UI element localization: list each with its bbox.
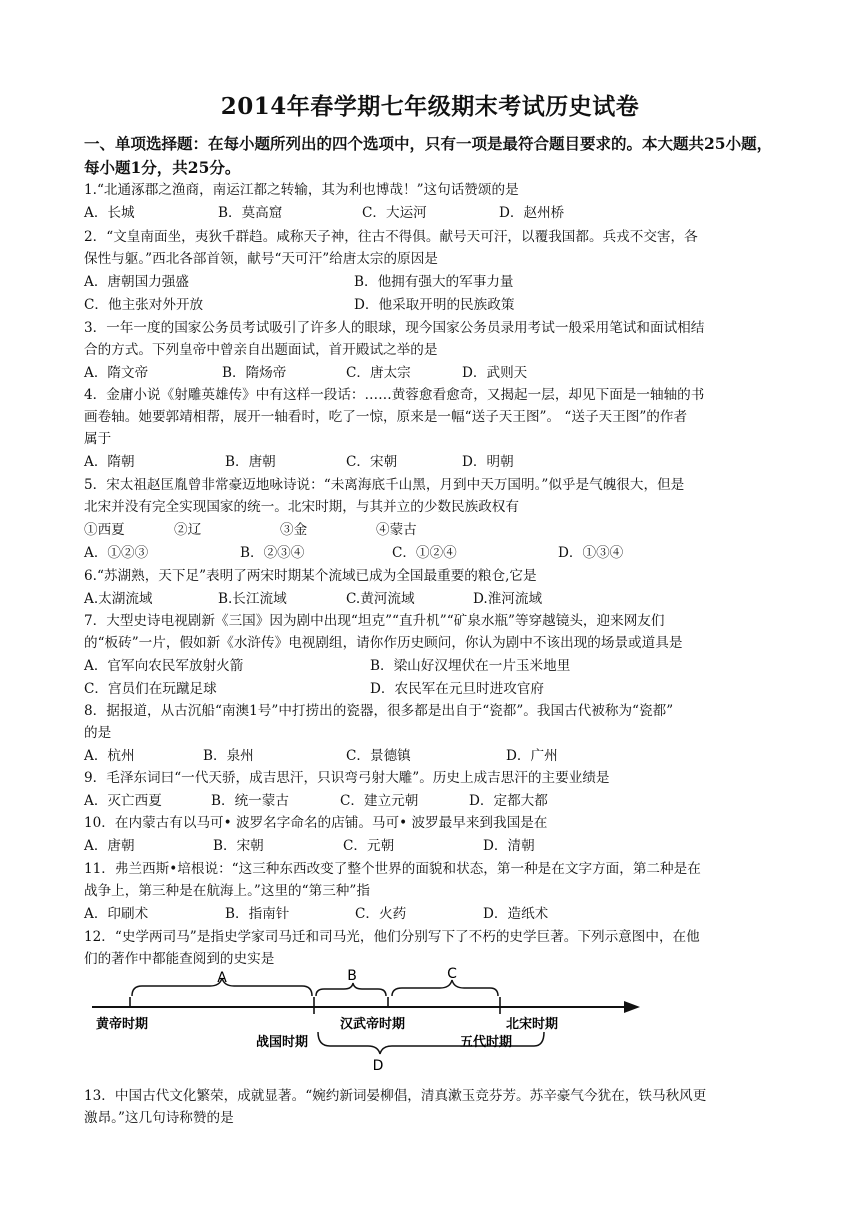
- question-5-text: 北宋并没有完全实现国家的统一。北宋时期，与其并立的少数民族政权有: [84, 499, 519, 515]
- q2-option-c: C．他主张对外开放: [84, 297, 204, 313]
- q7-option-c: C．宫员们在玩蹴足球: [84, 681, 217, 697]
- question-13-text: 13．中国古代文化繁荣，成就显著。“婉约新词晏柳倡，清真漱玉竞芬芳。苏辛豪气今犹在，铁马秋风更: [84, 1088, 707, 1104]
- label-c: C: [447, 966, 457, 982]
- q4-option-b: B．唐朝: [225, 454, 276, 470]
- label-hanwudi: 汉武帝时期: [340, 1017, 406, 1032]
- label-beisong: 北宋时期: [506, 1017, 559, 1032]
- q1-option-d: D．赵州桥: [499, 205, 565, 221]
- q1-option-a: A．长城: [84, 205, 135, 221]
- q8-option-a: A．杭州: [84, 748, 135, 764]
- question-3-text: 3．一年一度的国家公务员考试吸引了许多人的眼球，现今国家公务员录用考试一般采用笔试和面试相结: [84, 320, 705, 336]
- exam-title: 2014年春学期七年级期末考试历史试卷: [220, 93, 640, 120]
- q2-option-a: A．唐朝国力强盛: [84, 274, 189, 290]
- q6-option-d: D.淮河流域: [473, 591, 543, 607]
- q3-option-d: D．武则天: [462, 365, 528, 381]
- q5-item-4: ④蒙古: [376, 522, 417, 538]
- q8-option-b: B．泉州: [203, 748, 254, 764]
- q8-option-c: C．景德镇: [346, 748, 411, 764]
- question-1-text: 1.“北通涿郡之渔商，南运江都之转输，其为利也博哉！”这句话赞颂的是: [84, 182, 519, 198]
- question-8-text: 的是: [84, 725, 112, 741]
- question-4-text: 4．金庸小说《射雕英雄传》中有这样一段话：……黄蓉愈看愈奇，又揭起一层，却见下面是一轴轴的书: [84, 387, 705, 403]
- label-b: B: [347, 968, 357, 984]
- q3-option-b: B．隋炀帝: [222, 365, 287, 381]
- question-7-text: 7．大型史诗电视剧新《三国》因为剧中出现“坦克”“直升机”“矿泉水瓶”等穿越镜头，迎来网友们: [84, 613, 665, 629]
- question-11-text: 战争上，第三种是在航海上。”这里的“第三种”指: [84, 883, 370, 899]
- question-6-text: 6.“苏湖熟，天下足”表明了两宋时期某个流域已成为全国最重要的粮仓,它是: [84, 568, 537, 584]
- q11-option-c: C．火药: [355, 906, 407, 922]
- label-huangdi: 黄帝时期: [96, 1017, 149, 1032]
- question-5-text: 5．宋太祖赵匡胤曾非常豪迈地咏诗说：“未离海底千山黑，月到中天万国明。”似乎是气魄很大，但是: [84, 477, 685, 493]
- question-10-text: 10．在内蒙古有以马可• 波罗名字命名的店铺。马可• 波罗最早来到我国是在: [84, 815, 548, 831]
- q5-option-c: C．①②④: [392, 545, 457, 561]
- q11-option-a: A．印刷术: [84, 906, 149, 922]
- q9-option-b: B．统一蒙古: [211, 793, 289, 809]
- q1-option-b: B．莫高窟: [218, 205, 283, 221]
- q9-option-d: D．定都大都: [469, 793, 548, 809]
- q2-option-d: D．他采取开明的民族政策: [354, 297, 515, 313]
- brace-c: [392, 980, 498, 996]
- question-4-text: 画卷轴。她要郭靖相帮，展开一轴看时，吃了一惊，原来是一幅“送子天王图”。 “送子天王图”的作者: [84, 409, 688, 425]
- q6-option-b: B.长江流域: [218, 591, 287, 607]
- q8-option-d: D．广州: [506, 748, 558, 764]
- brace-b: [316, 983, 386, 996]
- q7-option-a: A．官军向农民军放射火箭: [84, 658, 244, 674]
- label-a: A: [217, 970, 227, 986]
- q9-option-c: C．建立元朝: [340, 793, 419, 809]
- q4-option-a: A．隋朝: [84, 454, 135, 470]
- question-2-text: 2．“文皇南面坐，夷狄千群趋。咸称天子神，往古不得俱。献号天可汗，以覆我国都。兵戎不交害，各: [84, 229, 698, 245]
- question-12-text: 12．“史学两司马”是指史学家司马迁和司马光，他们分别写下了不朽的史学巨著。下列示意图中，在他: [84, 929, 700, 945]
- q10-option-a: A．唐朝: [84, 838, 135, 854]
- q1-option-c: C．大运河: [362, 205, 427, 221]
- q4-option-c: C．宋朝: [346, 454, 398, 470]
- q6-option-c: C.黄河流域: [346, 591, 415, 607]
- question-12-text: 们的著作中都能查阅到的史实是: [84, 951, 275, 967]
- question-4-text: 属于: [84, 431, 112, 447]
- q5-option-b: B．②③④: [240, 545, 305, 561]
- q3-option-c: C．唐太宗: [346, 365, 411, 381]
- question-2-text: 保性与躯。”西北各部首领，献号“天可汗”给唐太宗的原因是: [84, 251, 438, 267]
- q11-option-b: B．指南针: [225, 906, 290, 922]
- question-13-text: 激昂。”这几句诗称赞的是: [84, 1110, 234, 1126]
- timeline-diagram: [0, 966, 860, 1076]
- section-heading: 一、单项选择题：在每小题所列出的四个选项中，只有一项是最符合题目要求的。本大题共25小题，每小题1分，共25分。: [84, 134, 773, 177]
- q7-option-b: B．梁山好汉埋伏在一片玉米地里: [370, 658, 571, 674]
- q4-option-d: D．明朝: [462, 454, 514, 470]
- q5-option-d: D．①③④: [558, 545, 624, 561]
- q3-option-a: A．隋文帝: [84, 365, 149, 381]
- timeline-arrow-head: [624, 1001, 640, 1013]
- q5-option-a: A．①②③: [84, 545, 149, 561]
- question-7-text: 的“板砖”一片，假如新《水浒传》电视剧组，请你作历史顾问，你认为剧中不该出现的场景或道具是: [84, 635, 683, 651]
- q6-option-a: A.太湖流域: [84, 591, 153, 607]
- question-9-text: 9．毛泽东词曰“一代天骄，成吉思汗，只识弯弓射大雕”。历史上成吉思汗的主要业绩是: [84, 770, 610, 786]
- q7-option-d: D．农民军在元旦时进攻官府: [370, 681, 545, 697]
- q5-item-1: ①西夏: [84, 522, 125, 538]
- label-wudai: 五代时期: [460, 1035, 513, 1050]
- q10-option-b: B．宋朝: [213, 838, 264, 854]
- q5-item-2: ②辽: [174, 522, 202, 538]
- q5-item-3: ③金: [280, 522, 308, 538]
- q11-option-d: D．造纸术: [483, 906, 549, 922]
- question-11-text: 11．弗兰西斯•培根说：“这三种东西改变了整个世界的面貌和状态，第一种是在文字方面，第二种是在: [84, 861, 701, 877]
- label-zhanguo: 战国时期: [256, 1035, 309, 1050]
- q2-option-b: B．他拥有强大的军事力量: [354, 274, 514, 290]
- question-8-text: 8．据报道，从古沉船“南澳1号”中打捞出的瓷器，很多都是出自于“瓷都”。我国古代被称为“瓷都”: [84, 703, 674, 719]
- q10-option-d: D．清朝: [483, 838, 535, 854]
- question-3-text: 合的方式。下列皇帝中曾亲自出题面试，首开殿试之举的是: [84, 342, 438, 358]
- q10-option-c: C．元朝: [343, 838, 395, 854]
- q9-option-a: A．灭亡西夏: [84, 793, 162, 809]
- label-d: D: [372, 1058, 384, 1074]
